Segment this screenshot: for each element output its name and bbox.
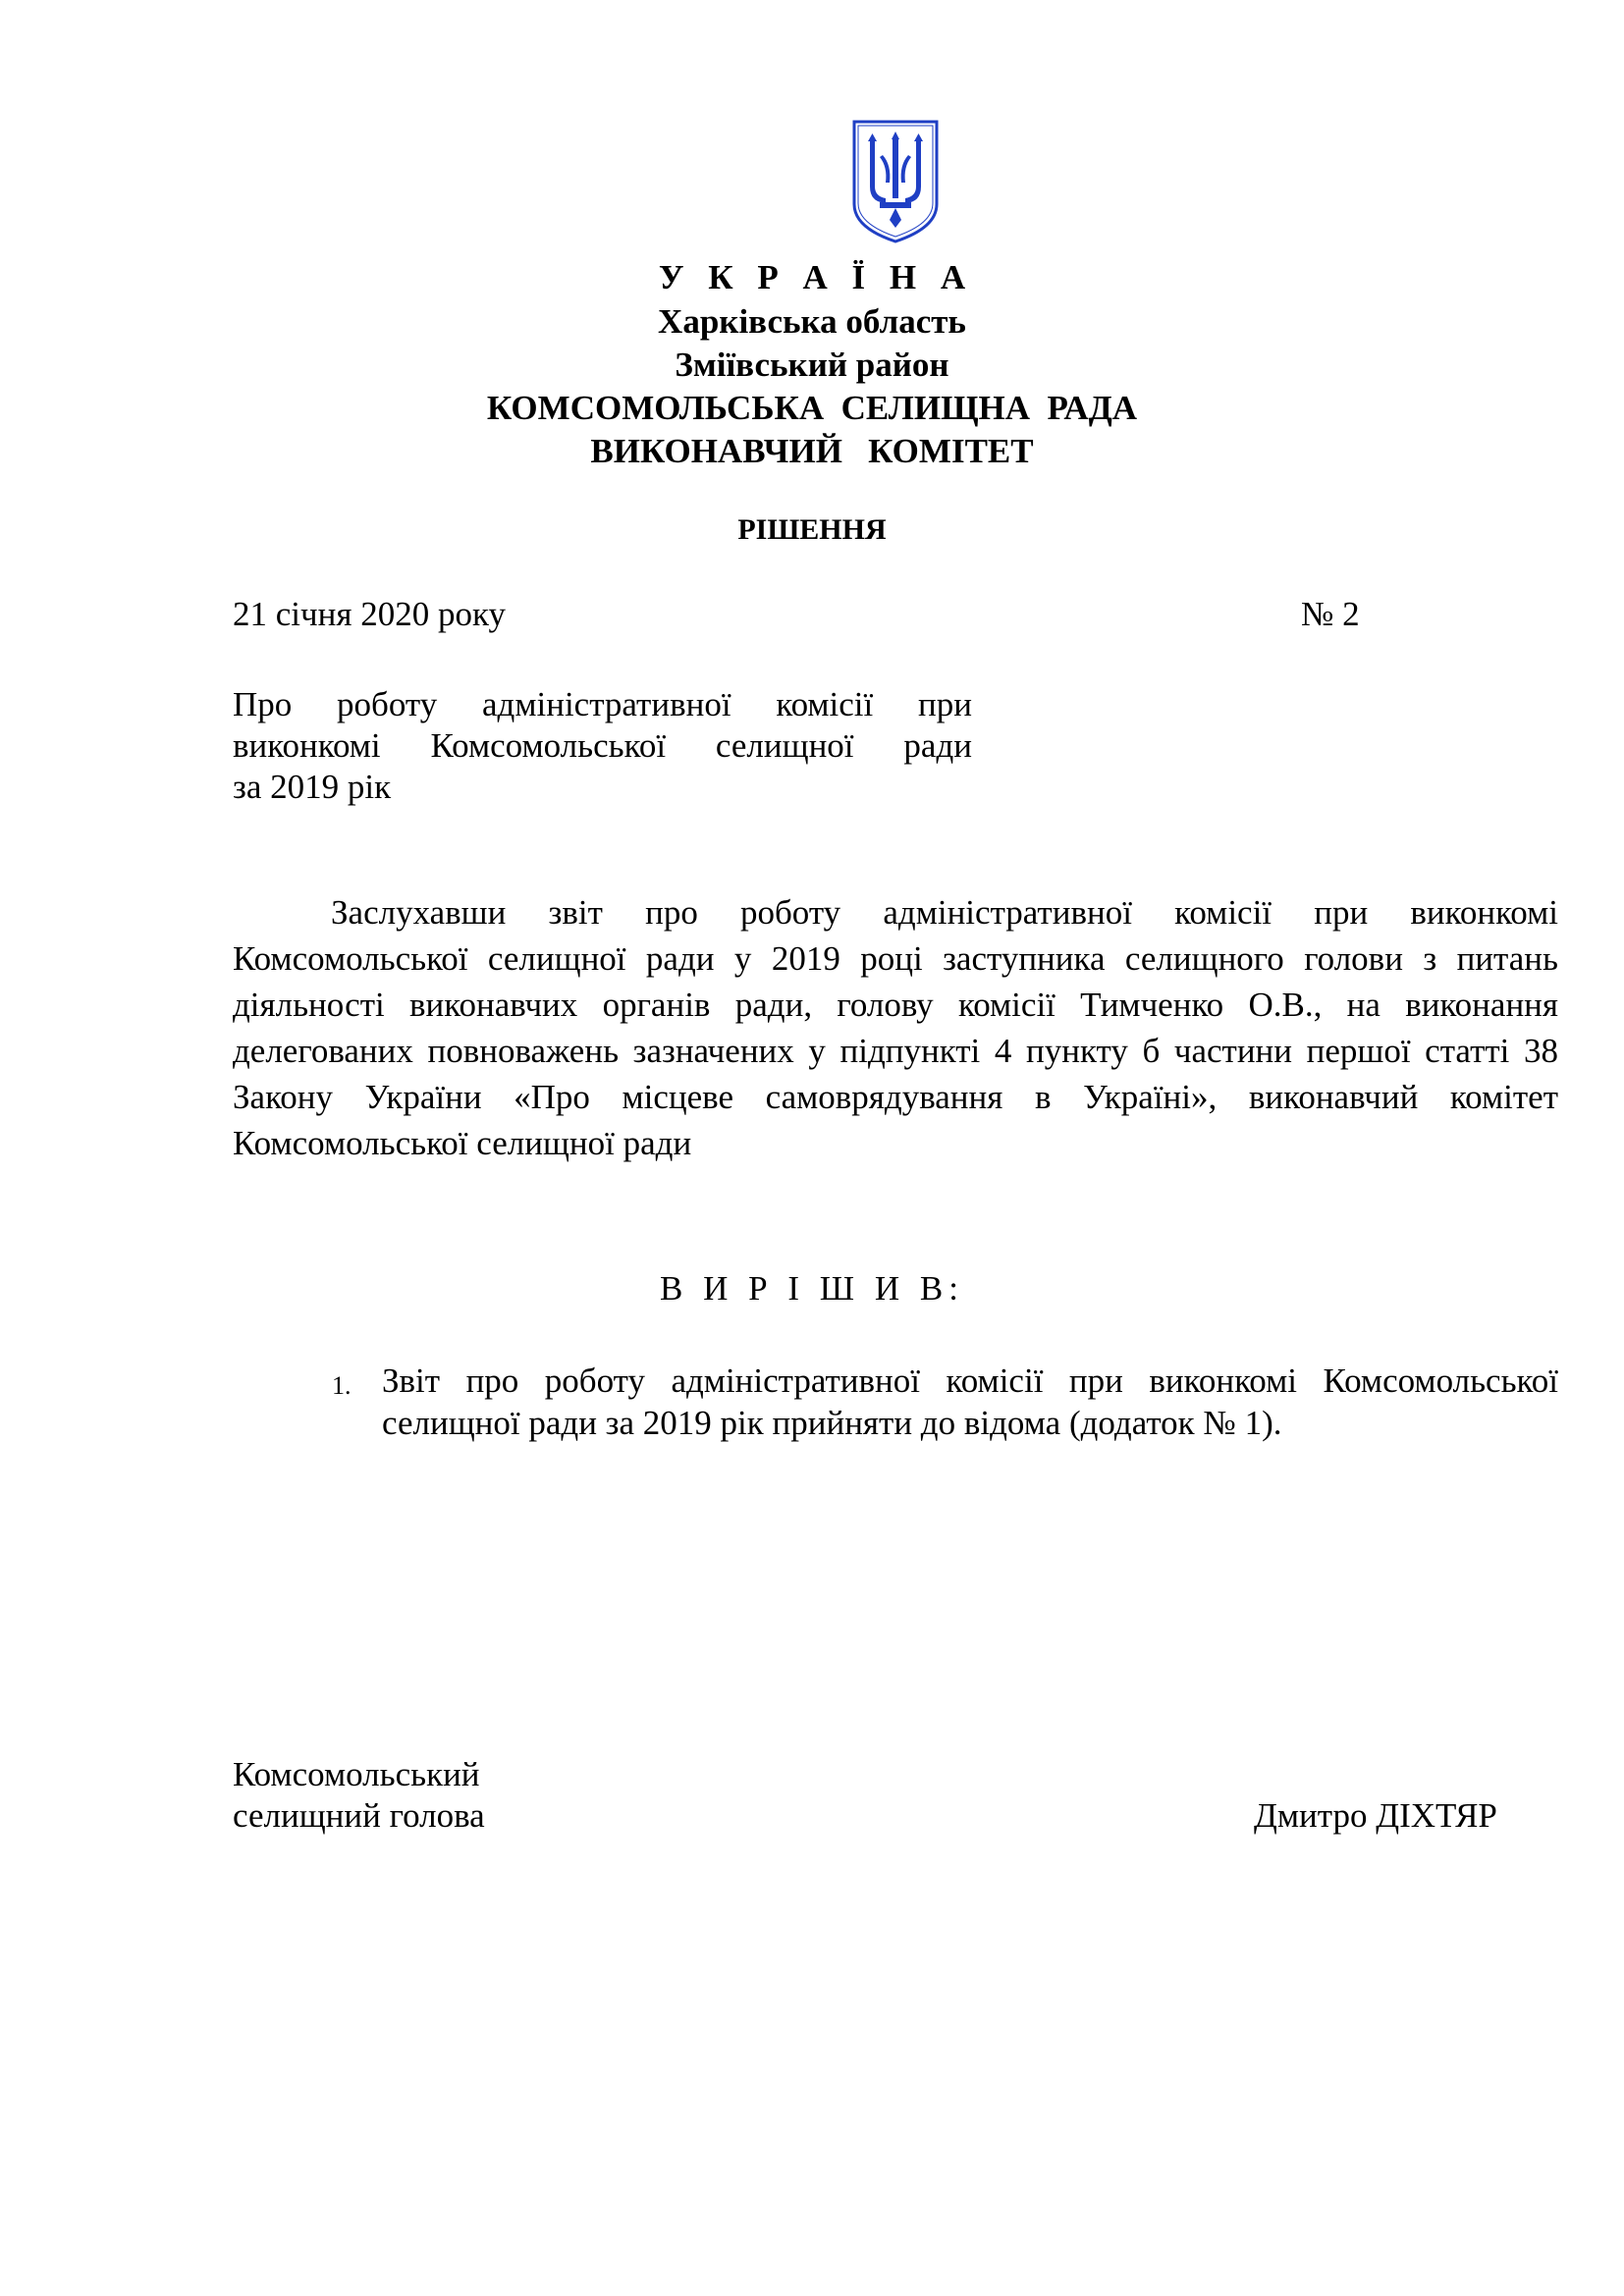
subject-line: за 2019 рік xyxy=(233,768,392,806)
subject-line: виконкомі Комсомольської селищної ради xyxy=(233,726,972,765)
signatory-title xyxy=(233,1754,485,1837)
resolution-heading: В И Р І Ш И В: xyxy=(660,1269,964,1308)
signatory-title-line: селищний голова xyxy=(233,1796,485,1835)
decision-date: 21 січня 2020 року xyxy=(233,595,506,633)
resolution-item-text: Звіт про роботу адміністративної комісії при виконкомі Комсомольської селищної ради за 2019 рік прийняти до відома (додаток № 1). xyxy=(382,1362,1558,1442)
country-heading: У К Р А Ї Н А xyxy=(658,258,974,296)
region-heading: Харківська область xyxy=(658,302,966,341)
council-heading: КОМСОМОЛЬСЬКА СЕЛИЩНА РАДА xyxy=(486,389,1138,427)
subject-line: Про роботу адміністративної комісії при xyxy=(233,685,972,723)
signatory-title-line: Комсомольський xyxy=(233,1755,480,1793)
resolution-item-number: 1. xyxy=(332,1371,352,1400)
trident-icon xyxy=(850,118,941,245)
district-heading: Зміївський район xyxy=(675,346,949,384)
committee-heading: ВИКОНАВЧИЙ КОМІТЕТ xyxy=(590,432,1034,470)
preamble-paragraph: Заслухавши звіт про роботу адміністративної комісії при виконкомі Комсомольської селищної ради у 2019 році заступника селищного голови з питань діяльності виконавчих органів ради, голову комісії Тимченко О.В., на виконання делегованих повноважень зазначених у підпункті 4 пункту б частини першої статті 38 Закону України «Про місцеве самоврядування в Україні», виконавчий комітет Комсомольської селищної ради xyxy=(233,893,1558,1162)
decision-subject xyxy=(233,684,972,808)
decision-number: № 2 xyxy=(1301,595,1360,633)
decision-title: РІШЕННЯ xyxy=(737,513,887,546)
signatory-name: Дмитро ДІХТЯР xyxy=(1254,1796,1497,1835)
